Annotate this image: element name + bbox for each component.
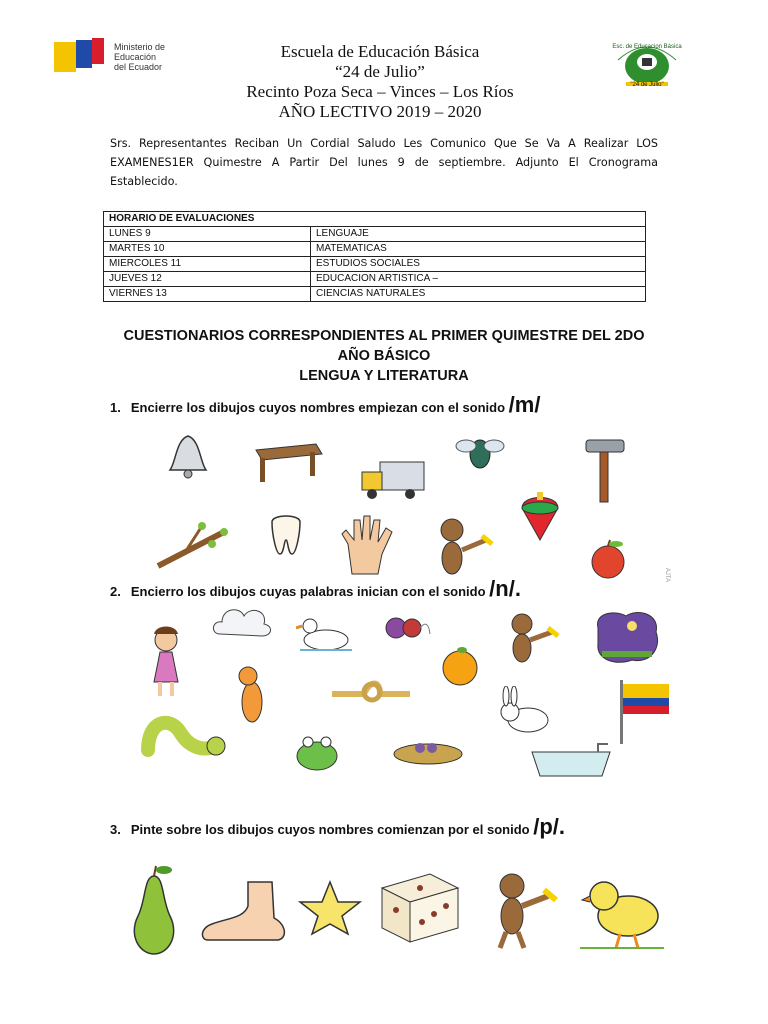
girl-icon: [146, 626, 186, 700]
chick-icon: [576, 872, 668, 952]
spinning-top-icon: [518, 490, 562, 544]
notice-paragraph: Srs. Representantes Reciban Un Cordial Saludo Les Comunico Que Se Va A Realizar LOS EXAMENES1ER Quimestre A Partir Del lunes 9 de septiembre. Adjunto El Cronograma Establecido.: [110, 137, 658, 188]
table-row: [104, 287, 646, 302]
question-number: 2.: [110, 584, 121, 599]
schedule-title: HORARIO DE EVALUACIONES: [104, 212, 646, 227]
schedule-day: VIERNES 13: [104, 287, 311, 302]
school-year: AÑO LECTIVO 2019 – 2020: [278, 102, 482, 121]
question-3: [110, 814, 565, 840]
ministry-logo: [52, 36, 182, 76]
monkey-icon: [482, 870, 568, 950]
pear-icon: [128, 864, 180, 956]
school-logo-arc-text: Esc. de Educacion Básica: [612, 44, 682, 50]
ecuador-flag-icon: [616, 676, 672, 746]
question-text: Pinte sobre los dibujos cuyos nombres comienzan por el sonido: [130, 822, 534, 837]
table-furniture-icon: [252, 440, 324, 484]
frog-icon: [290, 730, 344, 774]
ministry-logo-line: del Ecuador: [114, 62, 163, 72]
question-1: [110, 392, 540, 418]
table-row: [104, 257, 646, 272]
schedule-subject: ESTUDIOS SOCIALES: [311, 257, 646, 272]
school-logo-motto: "24 de Julio": [630, 82, 664, 88]
schedule-day: JUEVES 12: [104, 272, 311, 287]
hand-icon: [338, 514, 398, 576]
caterpillar-icon: [140, 710, 228, 764]
duck-icon: [296, 612, 356, 654]
table-row: [104, 242, 646, 257]
school-motto: “24 de Julio”: [335, 62, 425, 81]
fly-icon: [454, 430, 506, 474]
question-sound: /p/.: [533, 814, 565, 839]
orange-icon: [438, 644, 482, 688]
schedule-subject: EDUCACION ARTISTICA –: [311, 272, 646, 287]
schedule-day: MIERCOLES 11: [104, 257, 311, 272]
question-text: Encierre los dibujos cuyos nombres empiezan con el sonido: [130, 400, 509, 415]
school-header: [180, 42, 580, 122]
table-row: [104, 272, 646, 287]
tooth-icon: [268, 514, 304, 558]
cloud-icon: [210, 602, 274, 642]
rabbit-icon: [494, 686, 552, 736]
schedule-table: [103, 211, 646, 302]
branch-icon: [154, 518, 232, 572]
question-number: 1.: [110, 400, 121, 415]
questionnaire-title: CUESTIONARIOS CORRESPONDIENTES AL PRIMER QUIMESTRE DEL 2DO: [123, 328, 645, 344]
question-number: 3.: [110, 822, 121, 837]
ministry-logo-line: Educación: [114, 52, 157, 62]
hammer-icon: [584, 436, 628, 506]
monkey-icon: [496, 610, 566, 672]
ministry-logo-line: Ministerio de: [114, 42, 166, 52]
question-sound: /n/.: [489, 576, 521, 601]
foot-icon: [198, 878, 290, 944]
schedule-subject: CIENCIAS NATURALES: [311, 287, 646, 302]
schedule-day: LUNES 9: [104, 227, 311, 242]
question-2: [110, 576, 521, 602]
cat-icon: [230, 662, 274, 730]
school-name: Escuela de Educación Básica: [280, 42, 480, 61]
bell-icon: [166, 432, 210, 482]
schedule-day: MARTES 10: [104, 242, 311, 257]
dice-icon: [374, 870, 464, 946]
questionnaire-subject: LENGUA Y LITERATURA: [299, 368, 469, 384]
bathtub-icon: [528, 742, 614, 782]
school-location: Recinto Poza Seca – Vinces – Los Ríos: [246, 82, 514, 101]
star-icon: [298, 880, 362, 936]
questionnaire-grade: AÑO BÁSICO: [337, 348, 431, 364]
school-logo: [612, 40, 682, 92]
table-header-row: [104, 212, 646, 227]
schedule-subject: MATEMATICAS: [311, 242, 646, 257]
table-row: [104, 227, 646, 242]
question-text: Encierro los dibujos cuyas palabras inician con el sonido: [130, 584, 490, 599]
schedule-subject: LENGUAJE: [311, 227, 646, 242]
nest-icon: [390, 734, 466, 768]
apple-icon: [586, 538, 630, 582]
yarn-icon: [382, 612, 432, 642]
truck-icon: [358, 458, 428, 502]
stray-mark: AJTA: [664, 567, 671, 583]
knot-icon: [330, 670, 412, 710]
night-scene-icon: [592, 608, 662, 666]
question-sound: /m/: [508, 392, 541, 417]
